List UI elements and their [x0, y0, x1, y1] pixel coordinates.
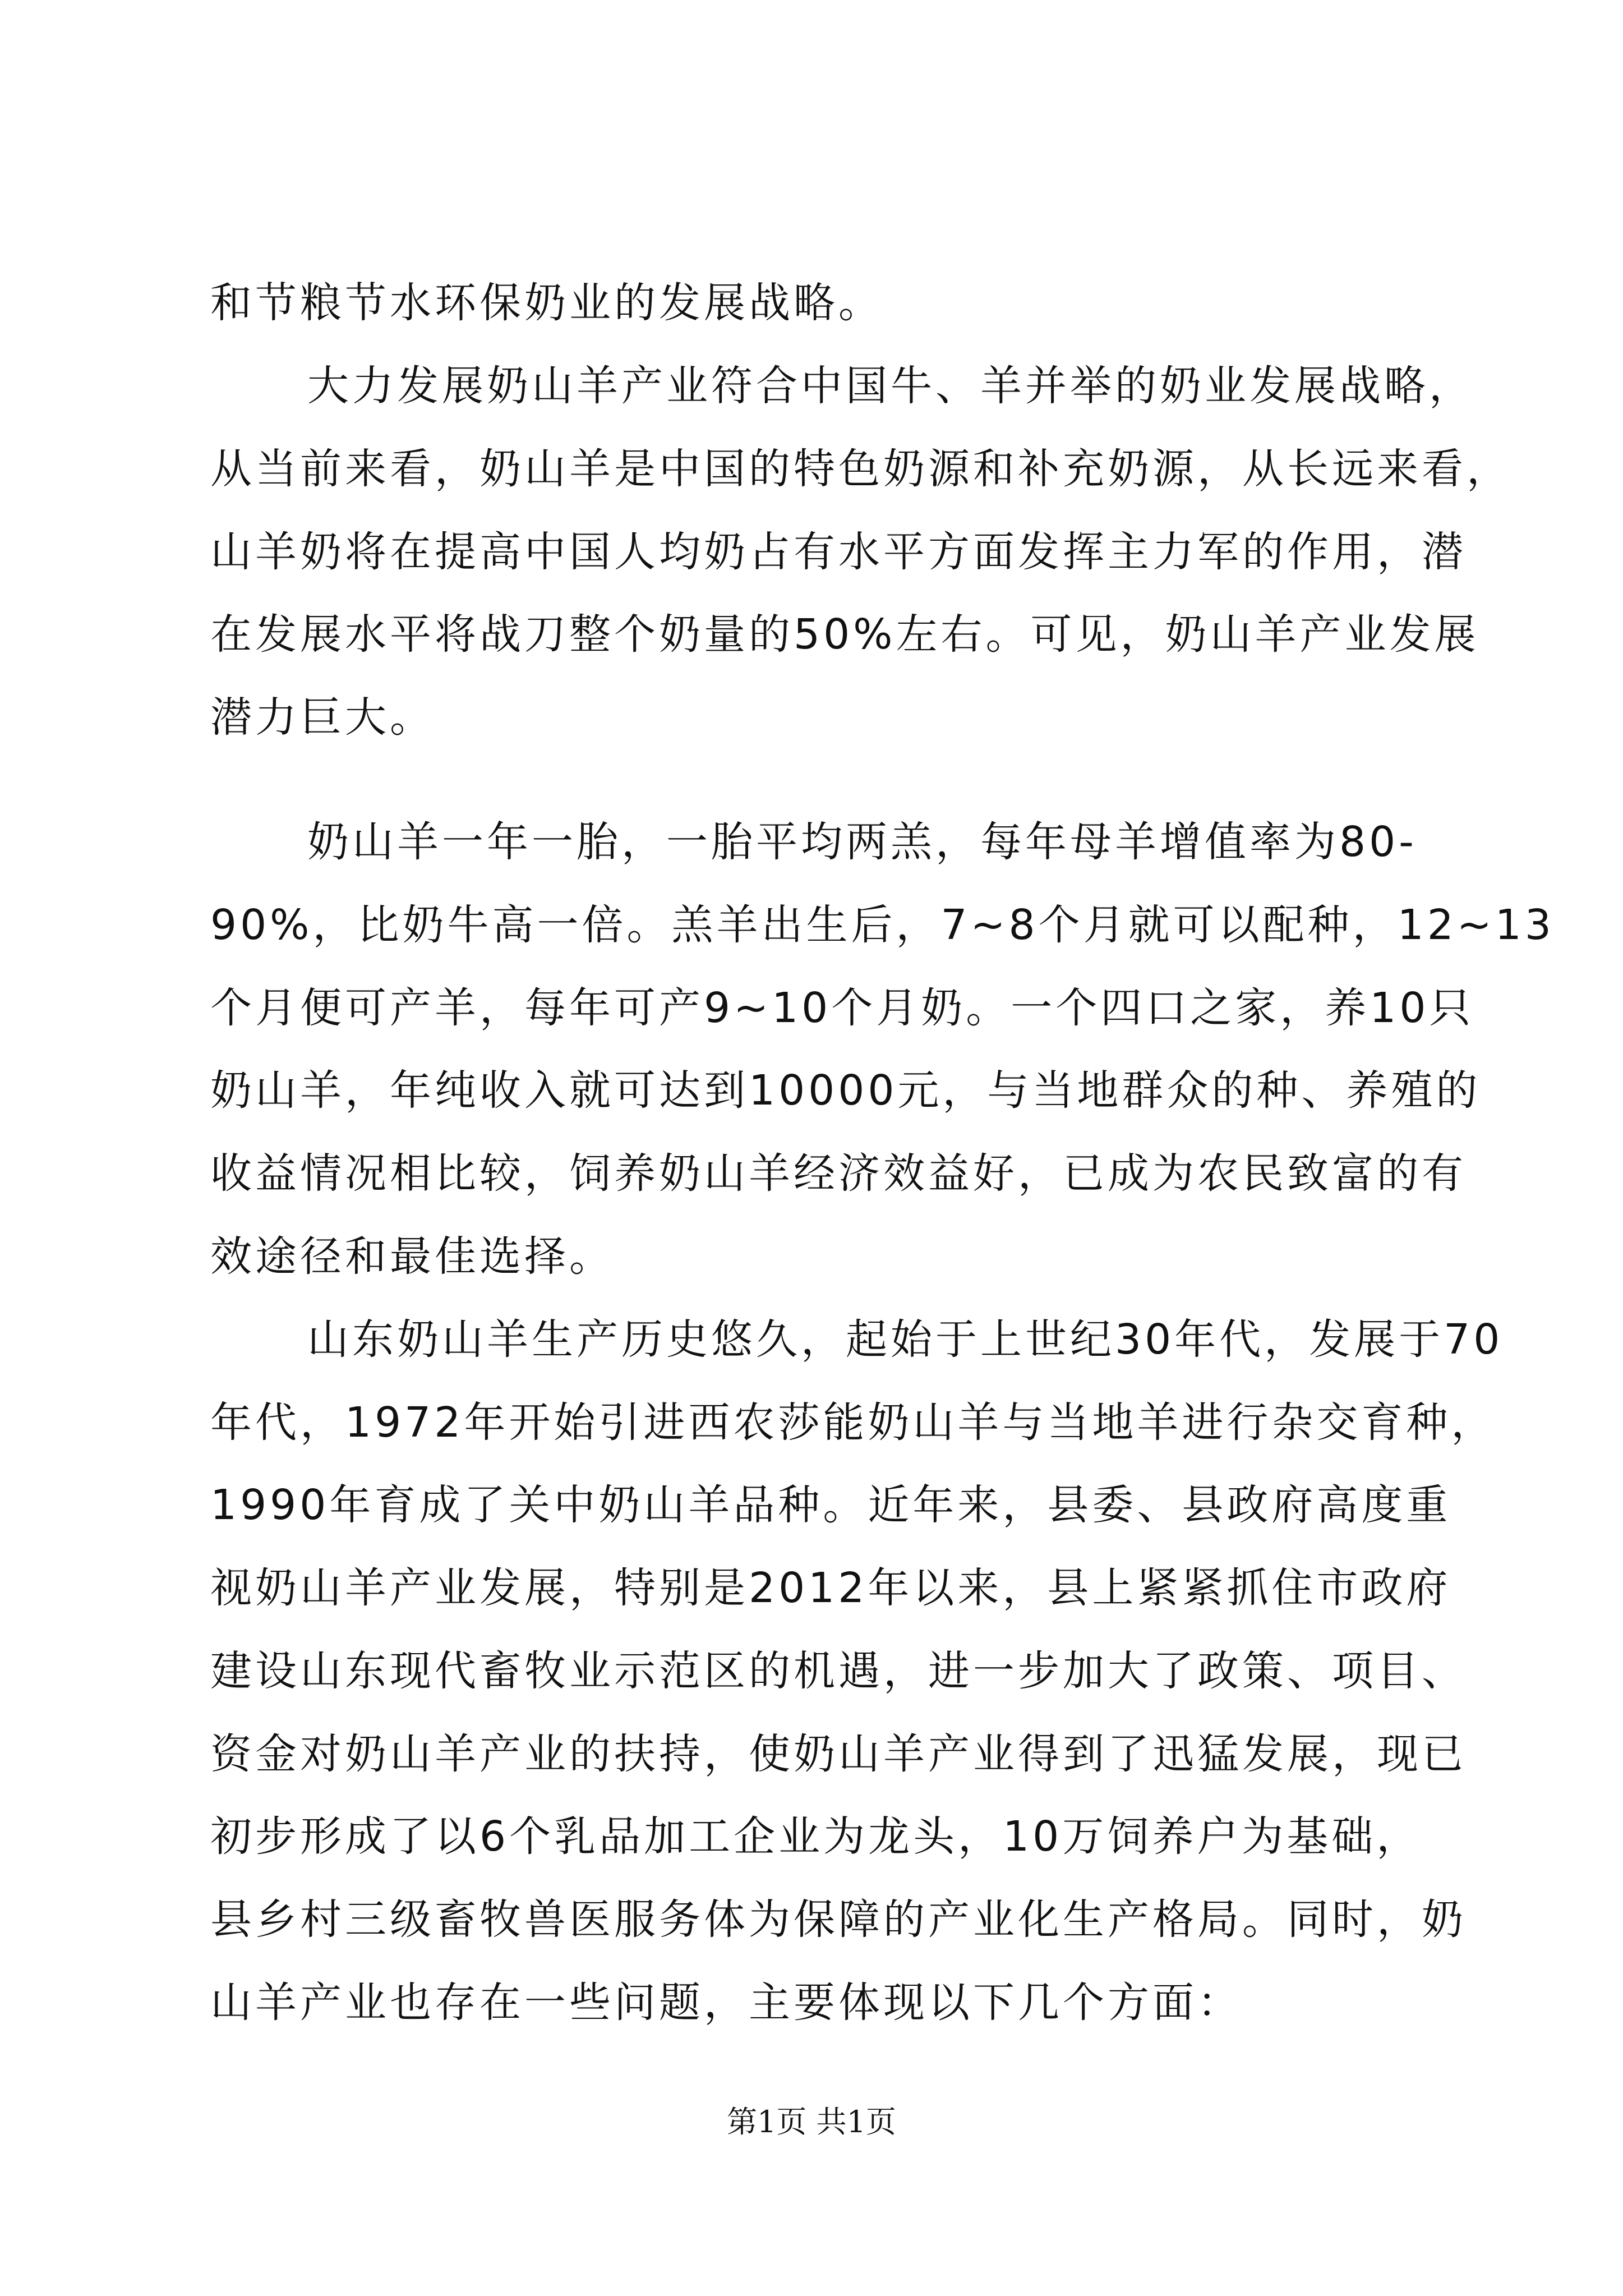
text-line: 和节粮节水环保奶业的发展战略。 — [210, 279, 883, 327]
text-line: 年代，1972年开始引进西农莎能奶山羊与当地羊进行杂交育种， — [210, 1398, 1496, 1447]
text-line: 奶山羊，年纯收入就可达到10000元，与当地群众的种、养殖的 — [210, 1066, 1481, 1115]
text-line: 奶山羊一年一胎，一胎平均两羔，每年母羊增值率为80- — [307, 818, 1417, 866]
text-line: 山羊产业也存在一些问题，主要体现以下几个方面： — [210, 1978, 1242, 2027]
text-line: 在发展水平将战刀整个奶量的50%左右。可见，奶山羊产业发展 — [210, 610, 1479, 659]
text-line: 大力发展奶山羊产业符合中国牛、羊并举的奶业发展战略， — [307, 362, 1474, 410]
text-line: 个月便可产羊，每年可产9~10个月奶。一个四口之家，养10只 — [210, 984, 1474, 1032]
text-line: 效途径和最佳选择。 — [210, 1232, 614, 1281]
text-line: 山羊奶将在提高中国人均奶占有水平方面发挥主力军的作用，潜 — [210, 528, 1467, 576]
text-line: 初步形成了以6个乳品加工企业为龙头，10万饲养户为基础， — [210, 1812, 1422, 1861]
text-line: 90%，比奶牛高一倍。羔羊出生后，7~8个月就可以配种，12~13 — [210, 901, 1555, 949]
page-number-footer: 第1页 共1页 — [727, 2104, 896, 2139]
text-line: 建设山东现代畜牧业示范区的机遇，进一步加大了政策、项目、 — [210, 1647, 1467, 1695]
text-line: 县乡村三级畜牧兽医服务体为保障的产业化生产格局。同时，奶 — [210, 1895, 1467, 1944]
text-line: 收益情况相比较，饲养奶山羊经济效益好，已成为农民致富的有 — [210, 1149, 1467, 1198]
text-line: 1990年育成了关中奶山羊品种。近年来，县委、县政府高度重 — [210, 1481, 1451, 1529]
text-line: 视奶山羊产业发展，特别是2012年以来，县上紧紧抓住市政府 — [210, 1564, 1451, 1612]
text-line: 山东奶山羊生产历史悠久，起始于上世纪30年代，发展于70 — [307, 1315, 1504, 1364]
text-line: 资金对奶山羊产业的扶持，使奶山羊产业得到了迅猛发展，现已 — [210, 1730, 1467, 1778]
text-line: 从当前来看，奶山羊是中国的特色奶源和补充奶源，从长远来看， — [210, 445, 1511, 493]
text-line: 潜力巨大。 — [210, 693, 435, 742]
